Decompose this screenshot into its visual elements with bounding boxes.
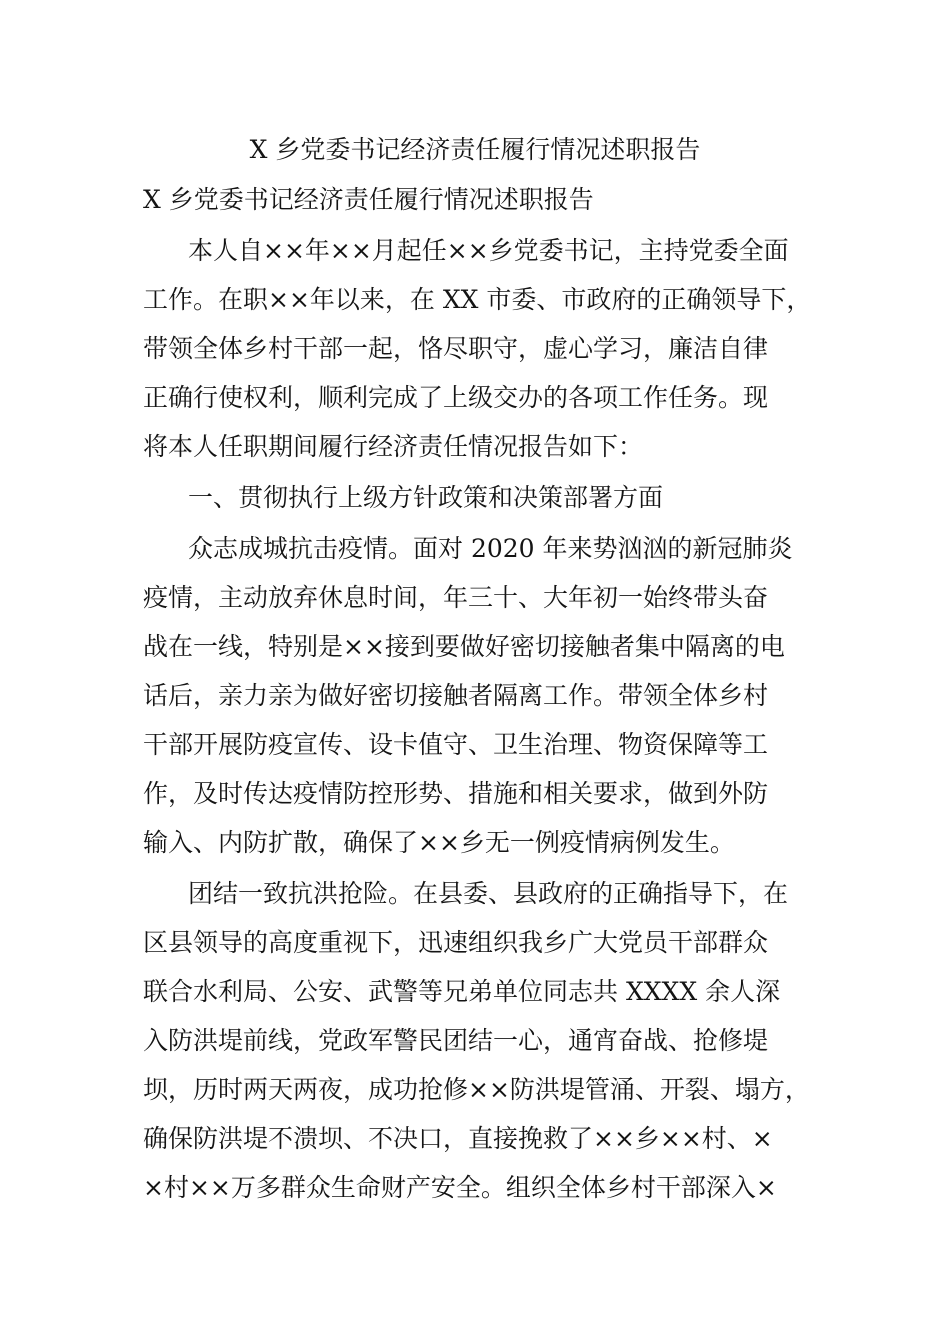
paragraph-line: 疫情，主动放弃休息时间，年三十、大年初一始终带头奋 (143, 583, 769, 612)
paragraph-line: 联合水利局、公安、武警等兄弟单位同志共 XXXX 余人深 (143, 977, 781, 1006)
paragraph-line: 战在一线，特别是××接到要做好密切接触者集中隔离的电 (143, 632, 785, 661)
paragraph-line: 带领全体乡村干部一起，恪尽职守，虚心学习，廉洁自律 (143, 334, 769, 363)
paragraph-line: 作，及时传达疫情防控形势、措施和相关要求，做到外防 (143, 779, 769, 808)
paragraph-line: 正确行使权利，顺利完成了上级交办的各项工作任务。现 (143, 383, 769, 412)
paragraph-line: 区县领导的高度重视下，迅速组织我乡广大党员干部群众 (143, 928, 769, 957)
paragraph-line: 将本人任职期间履行经济责任情况报告如下： (143, 432, 644, 461)
paragraph-line: 工作。在职××年以来，在 XX 市委、市政府的正确领导下， (143, 285, 812, 314)
paragraph-line: 入防洪堤前线，党政军警民团结一心，通宵奋战、抢修堤 (143, 1026, 769, 1055)
paragraph-line: 干部开展防疫宣传、设卡值守、卫生治理、物资保障等工 (143, 730, 769, 759)
paragraph-line: ×村××万多群众生命财产安全。组织全体乡村干部深入× (143, 1173, 777, 1202)
paragraph-line: 本人自××年××月起任××乡党委书记，主持党委全面 (188, 236, 789, 265)
document-subtitle: X 乡党委书记经济责任履行情况述职报告 (143, 185, 594, 214)
paragraph-line: 坝，历时两天两夜，成功抢修××防洪堤管涌、开裂、塌方， (143, 1075, 810, 1104)
paragraph-line: 众志成城抗击疫情。面对 2020 年来势汹汹的新冠肺炎 (188, 534, 793, 563)
document-title: X 乡党委书记经济责任履行情况述职报告 (249, 135, 701, 164)
paragraph-line: 确保防洪堤不溃坝、不决口，直接挽救了××乡××村、× (143, 1124, 773, 1153)
paragraph-line: 话后，亲力亲为做好密切接触者隔离工作。带领全体乡村 (143, 681, 769, 710)
paragraph-line: 输入、内防扩散，确保了××乡无一例疫情病例发生。 (143, 828, 735, 857)
paragraph-line: 团结一致抗洪抢险。在县委、县政府的正确指导下，在 (188, 879, 789, 908)
section-heading: 一、贯彻执行上级方针政策和决策部署方面 (188, 483, 664, 512)
